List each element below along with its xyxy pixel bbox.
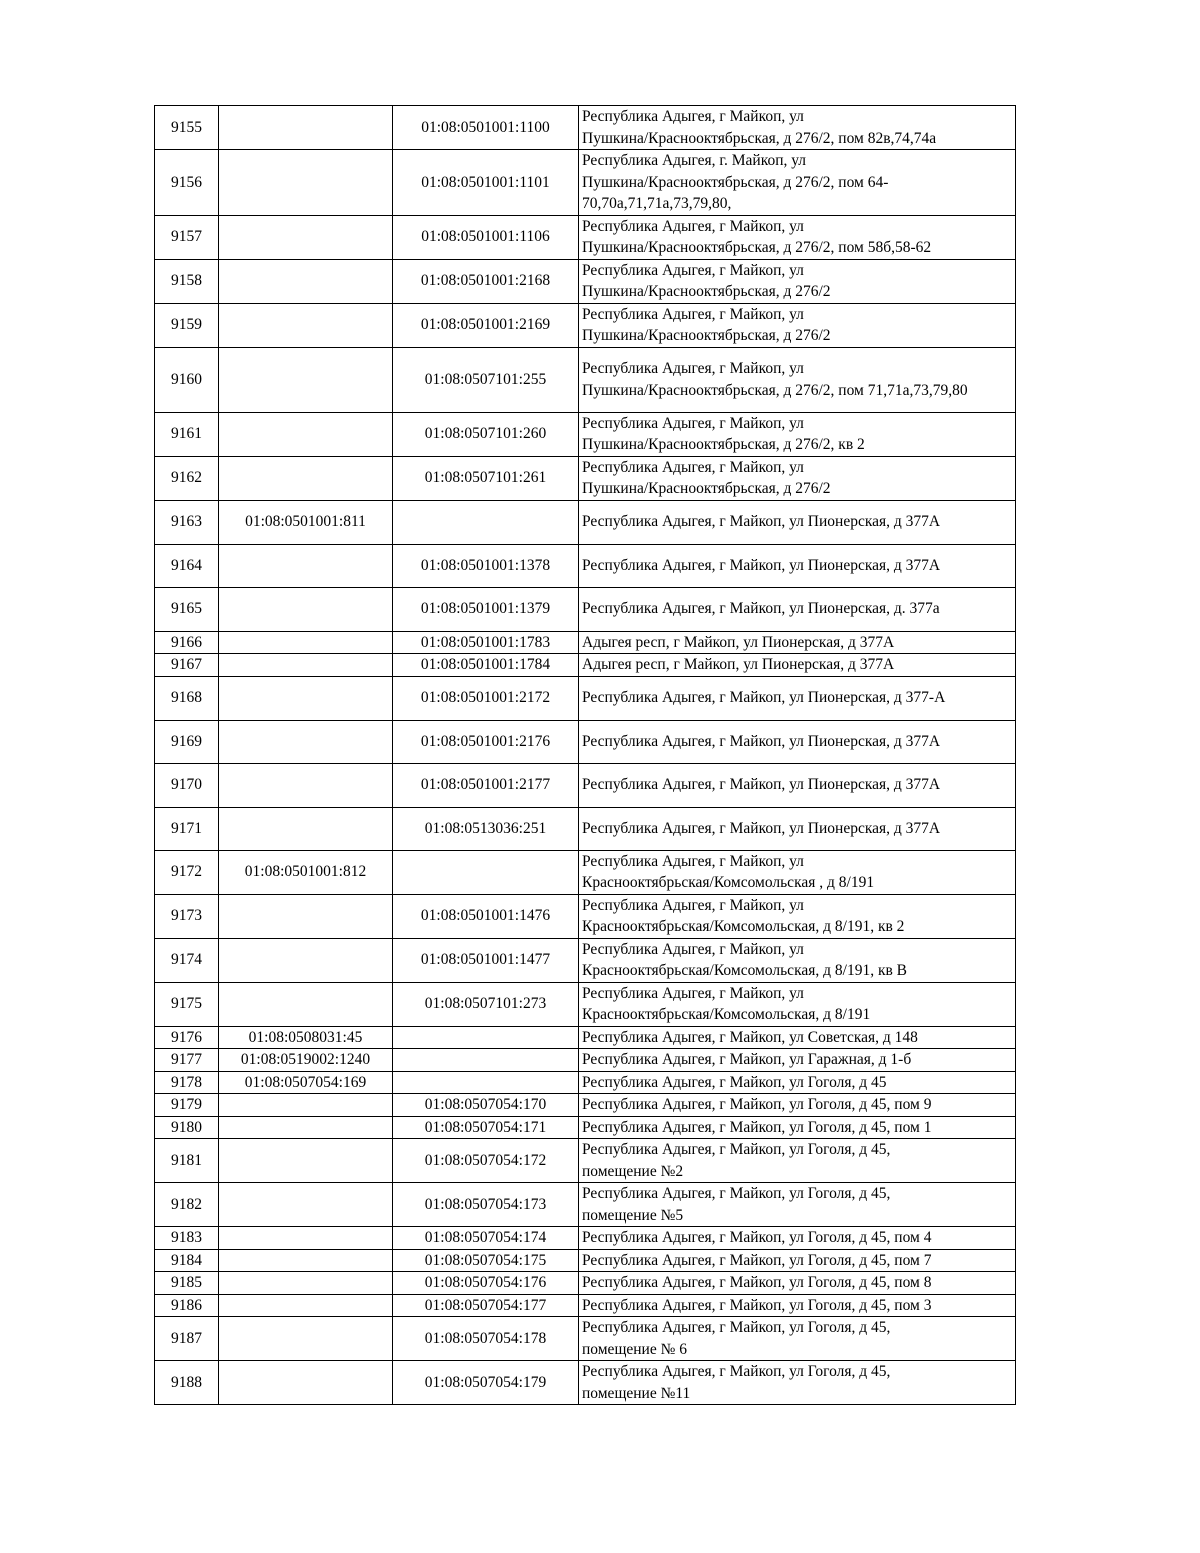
cadastral-number-cell	[393, 500, 579, 544]
row-number-cell: 9161	[155, 412, 219, 456]
parent-cadastral-number-cell: 01:08:0519002:1240	[219, 1049, 393, 1072]
parent-cadastral-number-cell	[219, 1139, 393, 1183]
row-number-cell: 9159	[155, 303, 219, 347]
address-cell: Республика Адыгея, г Майкоп, ул Пионерская, д 377А	[579, 807, 1016, 850]
parent-cadastral-number-cell	[219, 215, 393, 259]
cadastral-number-cell: 01:08:0507101:261	[393, 456, 579, 500]
parent-cadastral-number-cell: 01:08:0507054:169	[219, 1071, 393, 1094]
cadastral-number-cell: 01:08:0507054:171	[393, 1116, 579, 1139]
row-number-cell: 9181	[155, 1139, 219, 1183]
cadastral-number-cell: 01:08:0507101:260	[393, 412, 579, 456]
cadastral-number-cell: 01:08:0501001:1784	[393, 654, 579, 677]
cadastral-number-cell	[393, 1071, 579, 1094]
row-number-cell: 9164	[155, 544, 219, 587]
parent-cadastral-number-cell	[219, 259, 393, 303]
table-row	[155, 1026, 1016, 1049]
table-row	[155, 676, 1016, 720]
address-cell: Республика Адыгея, г Майкоп, ул Пионерская, д 377А	[579, 500, 1016, 544]
address-cell: Республика Адыгея, г Майкоп, ул Гоголя, д 45, пом 7	[579, 1249, 1016, 1272]
row-number-cell: 9177	[155, 1049, 219, 1072]
table-row	[155, 1249, 1016, 1272]
table-row	[155, 347, 1016, 412]
row-number-cell: 9158	[155, 259, 219, 303]
table-row	[155, 1183, 1016, 1227]
row-number-cell: 9165	[155, 587, 219, 631]
table-row	[155, 106, 1016, 150]
address-cell: Республика Адыгея, г Майкоп, ул Гоголя, д 45, пом 3	[579, 1294, 1016, 1317]
parent-cadastral-number-cell	[219, 456, 393, 500]
address-cell: Республика Адыгея, г Майкоп, ул Гоголя, д 45, пом 1	[579, 1116, 1016, 1139]
table-row	[155, 894, 1016, 938]
row-number-cell: 9180	[155, 1116, 219, 1139]
address-cell: Республика Адыгея, г Майкоп, ул Советская, д 148	[579, 1026, 1016, 1049]
address-cell: Республика Адыгея, г Майкоп, ул Пионерская, д 377А	[579, 720, 1016, 763]
address-cell: Республика Адыгея, г Майкоп, ул Гоголя, д 45, помещение №5	[579, 1183, 1016, 1227]
address-cell: Республика Адыгея, г Майкоп, ул Пионерская, д. 377а	[579, 587, 1016, 631]
row-number-cell: 9183	[155, 1227, 219, 1250]
cadastral-number-cell: 01:08:0501001:2176	[393, 720, 579, 763]
address-cell: Республика Адыгея, г Майкоп, ул Пушкина/Краснооктябрьская, д 276/2, пом 58б,58-62	[579, 215, 1016, 259]
address-cell: Республика Адыгея, г Майкоп, ул Гоголя, д 45, пом 9	[579, 1094, 1016, 1117]
table-row	[155, 1227, 1016, 1250]
address-cell: Республика Адыгея, г. Майкоп, ул Пушкина/Краснооктябрьская, д 276/2, пом 64- 70,70а,71,71а,73,79,80,	[579, 150, 1016, 216]
table-row	[155, 500, 1016, 544]
table-row	[155, 1139, 1016, 1183]
parent-cadastral-number-cell	[219, 938, 393, 982]
address-cell: Республика Адыгея, г Майкоп, ул Гоголя, д 45, помещение №11	[579, 1361, 1016, 1405]
address-cell: Республика Адыгея, г Майкоп, ул Пушкина/Краснооктябрьская, д 276/2, пом 71,71а,73,79,80	[579, 347, 1016, 412]
cadastral-number-cell: 01:08:0501001:1379	[393, 587, 579, 631]
parent-cadastral-number-cell	[219, 1272, 393, 1295]
row-number-cell: 9166	[155, 631, 219, 654]
cadastral-number-cell: 01:08:0501001:2168	[393, 259, 579, 303]
address-cell: Республика Адыгея, г Майкоп, ул Пушкина/Краснооктябрьская, д 276/2, пом 82в,74,74а	[579, 106, 1016, 150]
parent-cadastral-number-cell	[219, 412, 393, 456]
address-cell: Республика Адыгея, г Майкоп, ул Краснооктябрьская/Комсомольская, д 8/191, кв В	[579, 938, 1016, 982]
parent-cadastral-number-cell: 01:08:0501001:811	[219, 500, 393, 544]
parent-cadastral-number-cell: 01:08:0501001:812	[219, 850, 393, 894]
table-row	[155, 1049, 1016, 1072]
parent-cadastral-number-cell	[219, 631, 393, 654]
parent-cadastral-number-cell	[219, 1317, 393, 1361]
address-cell: Республика Адыгея, г Майкоп, ул Краснооктябрьская/Комсомольская, д 8/191, кв 2	[579, 894, 1016, 938]
row-number-cell: 9169	[155, 720, 219, 763]
address-cell: Республика Адыгея, г Майкоп, ул Пушкина/Краснооктябрьская, д 276/2, кв 2	[579, 412, 1016, 456]
parent-cadastral-number-cell	[219, 1094, 393, 1117]
cadastral-number-cell: 01:08:0501001:2169	[393, 303, 579, 347]
parent-cadastral-number-cell	[219, 894, 393, 938]
parent-cadastral-number-cell	[219, 1361, 393, 1405]
table-row	[155, 150, 1016, 216]
parent-cadastral-number-cell	[219, 1249, 393, 1272]
row-number-cell: 9156	[155, 150, 219, 216]
cadastral-number-cell: 01:08:0501001:1783	[393, 631, 579, 654]
parent-cadastral-number-cell	[219, 676, 393, 720]
row-number-cell: 9176	[155, 1026, 219, 1049]
row-number-cell: 9184	[155, 1249, 219, 1272]
parent-cadastral-number-cell	[219, 1294, 393, 1317]
parent-cadastral-number-cell: 01:08:0508031:45	[219, 1026, 393, 1049]
address-cell: Республика Адыгея, г Майкоп, ул Пушкина/Краснооктябрьская, д 276/2	[579, 259, 1016, 303]
table-row	[155, 215, 1016, 259]
row-number-cell: 9174	[155, 938, 219, 982]
row-number-cell: 9179	[155, 1094, 219, 1117]
cadastral-number-cell: 01:08:0507101:255	[393, 347, 579, 412]
address-cell: Республика Адыгея, г Майкоп, ул Пушкина/Краснооктябрьская, д 276/2	[579, 303, 1016, 347]
table-row	[155, 1071, 1016, 1094]
registry-table	[154, 105, 1016, 1405]
cadastral-number-cell: 01:08:0507054:177	[393, 1294, 579, 1317]
row-number-cell: 9173	[155, 894, 219, 938]
address-cell: Республика Адыгея, г Майкоп, ул Краснооктябрьская/Комсомольская , д 8/191	[579, 850, 1016, 894]
row-number-cell: 9186	[155, 1294, 219, 1317]
address-cell: Республика Адыгея, г Майкоп, ул Пионерская, д 377А	[579, 544, 1016, 587]
row-number-cell: 9171	[155, 807, 219, 850]
registry-table-body	[155, 106, 1016, 1405]
address-cell: Республика Адыгея, г Майкоп, ул Гаражная, д 1-б	[579, 1049, 1016, 1072]
parent-cadastral-number-cell	[219, 303, 393, 347]
row-number-cell: 9163	[155, 500, 219, 544]
cadastral-number-cell	[393, 1026, 579, 1049]
table-row	[155, 1361, 1016, 1405]
cadastral-number-cell: 01:08:0501001:1106	[393, 215, 579, 259]
parent-cadastral-number-cell	[219, 587, 393, 631]
address-cell: Республика Адыгея, г Майкоп, ул Пионерская, д 377-А	[579, 676, 1016, 720]
table-row	[155, 720, 1016, 763]
cadastral-number-cell	[393, 850, 579, 894]
address-cell: Республика Адыгея, г Майкоп, ул Пионерская, д 377А	[579, 763, 1016, 807]
row-number-cell: 9185	[155, 1272, 219, 1295]
address-cell: Республика Адыгея, г Майкоп, ул Гоголя, д 45, пом 8	[579, 1272, 1016, 1295]
cadastral-number-cell: 01:08:0501001:2172	[393, 676, 579, 720]
cadastral-number-cell: 01:08:0501001:1476	[393, 894, 579, 938]
table-row	[155, 303, 1016, 347]
table-row	[155, 1317, 1016, 1361]
row-number-cell: 9168	[155, 676, 219, 720]
row-number-cell: 9182	[155, 1183, 219, 1227]
row-number-cell: 9172	[155, 850, 219, 894]
address-cell: Республика Адыгея, г Майкоп, ул Гоголя, д 45, помещение № 6	[579, 1317, 1016, 1361]
table-row	[155, 763, 1016, 807]
row-number-cell: 9162	[155, 456, 219, 500]
table-row	[155, 938, 1016, 982]
address-cell: Адыгея респ, г Майкоп, ул Пионерская, д 377А	[579, 631, 1016, 654]
row-number-cell: 9178	[155, 1071, 219, 1094]
address-cell: Республика Адыгея, г Майкоп, ул Гоголя, д 45	[579, 1071, 1016, 1094]
address-cell: Адыгея респ, г Майкоп, ул Пионерская, д 377А	[579, 654, 1016, 677]
parent-cadastral-number-cell	[219, 982, 393, 1026]
parent-cadastral-number-cell	[219, 106, 393, 150]
row-number-cell: 9157	[155, 215, 219, 259]
cadastral-number-cell: 01:08:0513036:251	[393, 807, 579, 850]
table-row	[155, 456, 1016, 500]
table-row	[155, 587, 1016, 631]
cadastral-number-cell	[393, 1049, 579, 1072]
cadastral-number-cell: 01:08:0507054:176	[393, 1272, 579, 1295]
row-number-cell: 9167	[155, 654, 219, 677]
table-row	[155, 412, 1016, 456]
cadastral-number-cell: 01:08:0507054:170	[393, 1094, 579, 1117]
table-row	[155, 544, 1016, 587]
table-row	[155, 654, 1016, 677]
row-number-cell: 9170	[155, 763, 219, 807]
address-cell: Республика Адыгея, г Майкоп, ул Пушкина/Краснооктябрьская, д 276/2	[579, 456, 1016, 500]
parent-cadastral-number-cell	[219, 654, 393, 677]
cadastral-number-cell: 01:08:0501001:1477	[393, 938, 579, 982]
cadastral-number-cell: 01:08:0507101:273	[393, 982, 579, 1026]
address-cell: Республика Адыгея, г Майкоп, ул Краснооктябрьская/Комсомольская, д 8/191	[579, 982, 1016, 1026]
parent-cadastral-number-cell	[219, 807, 393, 850]
parent-cadastral-number-cell	[219, 1116, 393, 1139]
table-row	[155, 850, 1016, 894]
row-number-cell: 9188	[155, 1361, 219, 1405]
table-row	[155, 1294, 1016, 1317]
parent-cadastral-number-cell	[219, 763, 393, 807]
table-row	[155, 807, 1016, 850]
parent-cadastral-number-cell	[219, 347, 393, 412]
table-row	[155, 631, 1016, 654]
parent-cadastral-number-cell	[219, 544, 393, 587]
address-cell: Республика Адыгея, г Майкоп, ул Гоголя, д 45, пом 4	[579, 1227, 1016, 1250]
cadastral-number-cell: 01:08:0507054:179	[393, 1361, 579, 1405]
cadastral-number-cell: 01:08:0501001:1100	[393, 106, 579, 150]
table-row	[155, 1116, 1016, 1139]
table-row	[155, 1094, 1016, 1117]
parent-cadastral-number-cell	[219, 1227, 393, 1250]
row-number-cell: 9155	[155, 106, 219, 150]
cadastral-number-cell: 01:08:0507054:174	[393, 1227, 579, 1250]
cadastral-number-cell: 01:08:0507054:172	[393, 1139, 579, 1183]
cadastral-number-cell: 01:08:0501001:1378	[393, 544, 579, 587]
address-cell: Республика Адыгея, г Майкоп, ул Гоголя, д 45, помещение №2	[579, 1139, 1016, 1183]
row-number-cell: 9160	[155, 347, 219, 412]
table-row	[155, 259, 1016, 303]
cadastral-number-cell: 01:08:0501001:2177	[393, 763, 579, 807]
parent-cadastral-number-cell	[219, 1183, 393, 1227]
parent-cadastral-number-cell	[219, 720, 393, 763]
table-row	[155, 982, 1016, 1026]
cadastral-number-cell: 01:08:0507054:175	[393, 1249, 579, 1272]
parent-cadastral-number-cell	[219, 150, 393, 216]
row-number-cell: 9187	[155, 1317, 219, 1361]
cadastral-number-cell: 01:08:0507054:178	[393, 1317, 579, 1361]
cadastral-number-cell: 01:08:0501001:1101	[393, 150, 579, 216]
cadastral-number-cell: 01:08:0507054:173	[393, 1183, 579, 1227]
row-number-cell: 9175	[155, 982, 219, 1026]
table-row	[155, 1272, 1016, 1295]
